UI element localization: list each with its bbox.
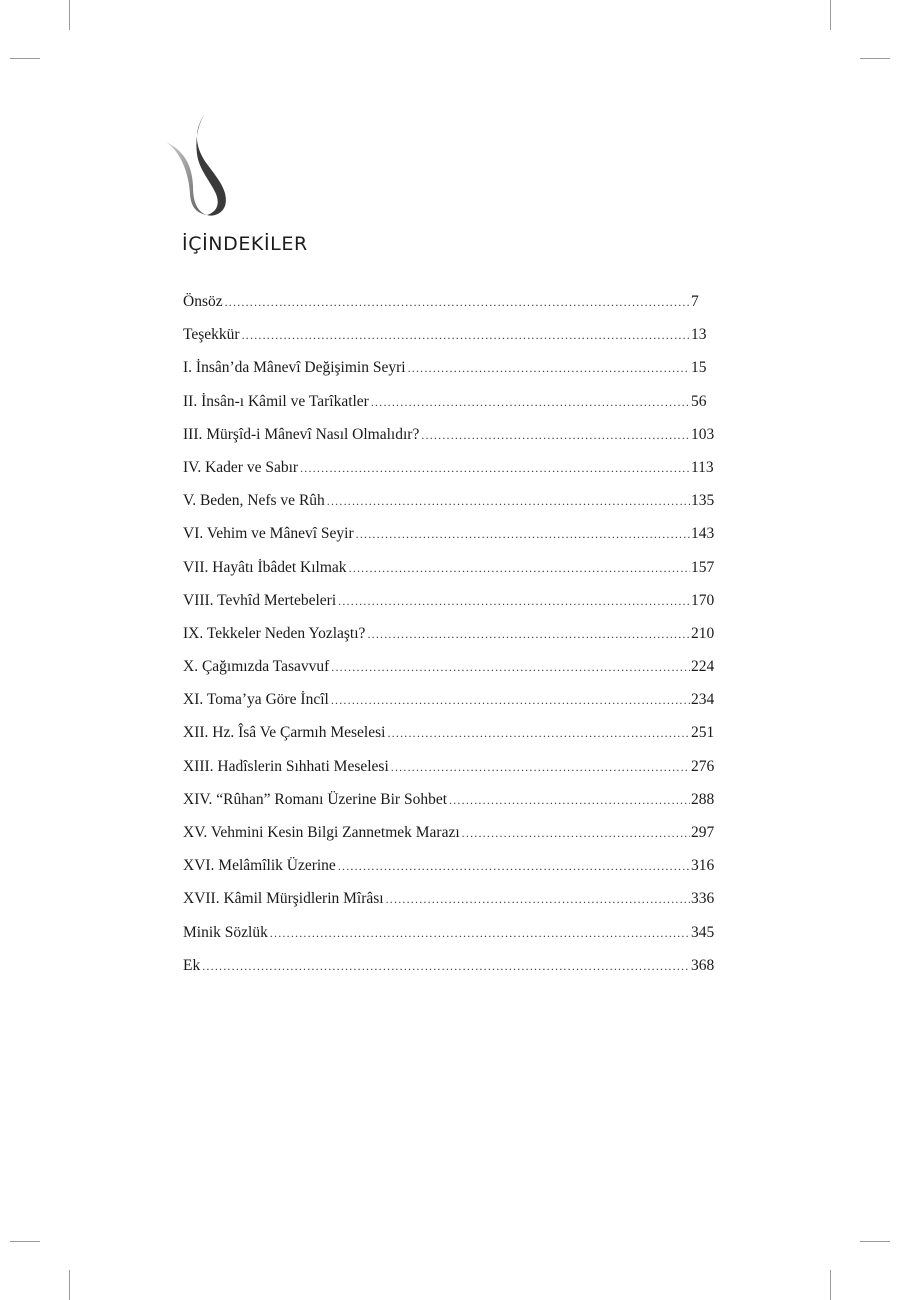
dot-leader (331, 684, 690, 717)
toc-entry-page-number: 251 (691, 724, 715, 742)
dot-leader (356, 518, 690, 551)
toc-entry-title: Ek (183, 956, 201, 974)
dot-leader (367, 618, 690, 651)
toc-entry[interactable] (183, 385, 718, 418)
dot-leader (338, 850, 690, 883)
dot-leader (349, 552, 690, 585)
toc-entry-page-number: 56 (691, 392, 707, 410)
toc-entry[interactable] (183, 683, 718, 716)
toc-entry[interactable] (183, 285, 718, 318)
dot-leader (449, 784, 690, 817)
toc-entry[interactable] (183, 584, 718, 617)
crop-mark-right-top (860, 58, 890, 59)
toc-entry-title: XIV. “Rûhan” Romanı Üzerine Bir Sohbet (183, 790, 448, 808)
dot-leader (270, 917, 690, 950)
crop-mark-top-right (830, 0, 831, 30)
toc-entry-title: III. Mürşîd-i Mânevî Nasıl Olmalıdır? (183, 425, 420, 443)
toc-entry-page-number: 170 (691, 591, 715, 609)
toc-entry-title: XII. Hz. Îsâ Ve Çarmıh Meselesi (183, 724, 386, 742)
dot-leader (331, 651, 690, 684)
crop-mark-top-left (69, 0, 70, 30)
dot-leader (327, 485, 690, 518)
crop-mark-bottom-right (830, 1270, 831, 1300)
toc-entry-title: Teşekkür (183, 326, 240, 344)
toc-entry-title: Minik Sözlük (183, 923, 268, 941)
toc-entry[interactable] (183, 418, 718, 451)
crop-mark-left-bottom (10, 1241, 40, 1242)
toc-entry-page-number: 345 (691, 923, 715, 941)
toc-entry[interactable] (183, 882, 718, 915)
toc-entry-title: IX. Tekkeler Neden Yozlaştı? (183, 624, 366, 642)
toc-entry-title: IV. Kader ve Sabır (183, 458, 299, 476)
dot-leader (387, 717, 690, 750)
dot-leader (202, 950, 690, 983)
toc-entry-title: V. Beden, Nefs ve Rûh (183, 492, 325, 510)
toc-entry-title: VIII. Tevhîd Mertebeleri (183, 591, 337, 609)
dot-leader (371, 386, 690, 419)
toc-entry-page-number: 368 (691, 956, 715, 974)
toc-entry-title: XVII. Kâmil Mürşidlerin Mîrâsı (183, 890, 384, 908)
toc-entry[interactable] (183, 716, 718, 749)
toc-entry[interactable] (183, 783, 718, 816)
toc-entry-title: VI. Vehim ve Mânevî Seyir (183, 525, 354, 543)
toc-entry-page-number: 297 (691, 824, 715, 841)
crop-mark-bottom-left (69, 1270, 70, 1300)
toc-entry-page-number: 276 (691, 757, 715, 775)
toc-entry-page-number: 210 (691, 624, 715, 642)
crop-mark-right-bottom (860, 1241, 890, 1242)
dot-leader (391, 751, 690, 784)
toc-entry[interactable] (183, 517, 718, 550)
toc-entry[interactable] (183, 849, 718, 882)
toc-entry[interactable] (183, 551, 718, 584)
toc-entry[interactable] (183, 617, 718, 650)
dot-leader (242, 319, 690, 352)
toc-entry[interactable] (183, 916, 718, 949)
toc-entry-page-number: 113 (691, 458, 714, 476)
toc-entry-title: XV. Vehmini Kesin Bilgi Zannetmek Marazı (183, 824, 460, 841)
toc-entry-page-number: 15 (691, 359, 707, 377)
dot-leader (225, 286, 690, 319)
toc-entry-page-number: 288 (691, 790, 715, 808)
toc-entry-title: VII. Hayâtı İbâdet Kılmak (183, 558, 347, 576)
toc-entry-page-number: 7 (691, 293, 699, 310)
toc-entry-page-number: 234 (691, 691, 715, 709)
dot-leader (408, 352, 690, 385)
dot-leader (338, 585, 690, 618)
toc-entry-title: Önsöz (183, 293, 223, 310)
toc-entry[interactable] (183, 949, 718, 982)
toc-entry-title: XIII. Hadîslerin Sıhhati Meselesi (183, 757, 389, 775)
toc-entry[interactable] (183, 451, 718, 484)
dot-leader (421, 419, 690, 452)
crop-mark-left-top (10, 58, 40, 59)
table-of-contents (183, 285, 718, 982)
toc-entry-title: XVI. Melâmîlik Üzerine (183, 857, 336, 875)
dot-leader (386, 883, 690, 916)
toc-entry[interactable] (183, 351, 718, 384)
calligraphic-ornament-icon (163, 112, 235, 218)
toc-entry-title: XI. Toma’ya Göre İncîl (183, 691, 329, 709)
toc-entry-page-number: 143 (691, 525, 715, 543)
toc-entry[interactable] (183, 484, 718, 517)
toc-entry-page-number: 224 (691, 658, 715, 676)
toc-entry[interactable] (183, 318, 718, 351)
toc-entry-title: II. İnsân-ı Kâmil ve Tarîkatler (183, 392, 369, 410)
toc-entry[interactable] (183, 816, 718, 849)
toc-entry[interactable] (183, 750, 718, 783)
toc-entry-page-number: 103 (691, 425, 715, 443)
toc-entry-title: I. İnsân’da Mânevî Değişimin Seyri (183, 359, 406, 377)
toc-heading: İÇİNDEKİLER (182, 233, 308, 255)
toc-entry-page-number: 336 (691, 890, 715, 908)
toc-entry-title: X. Çağımızda Tasavvuf (183, 658, 330, 676)
dot-leader (462, 817, 690, 850)
toc-entry-page-number: 135 (691, 492, 715, 510)
toc-entry-page-number: 157 (691, 558, 715, 576)
toc-entry[interactable] (183, 650, 718, 683)
dot-leader (300, 452, 690, 485)
toc-entry-page-number: 316 (691, 857, 715, 875)
toc-entry-page-number: 13 (691, 326, 707, 344)
